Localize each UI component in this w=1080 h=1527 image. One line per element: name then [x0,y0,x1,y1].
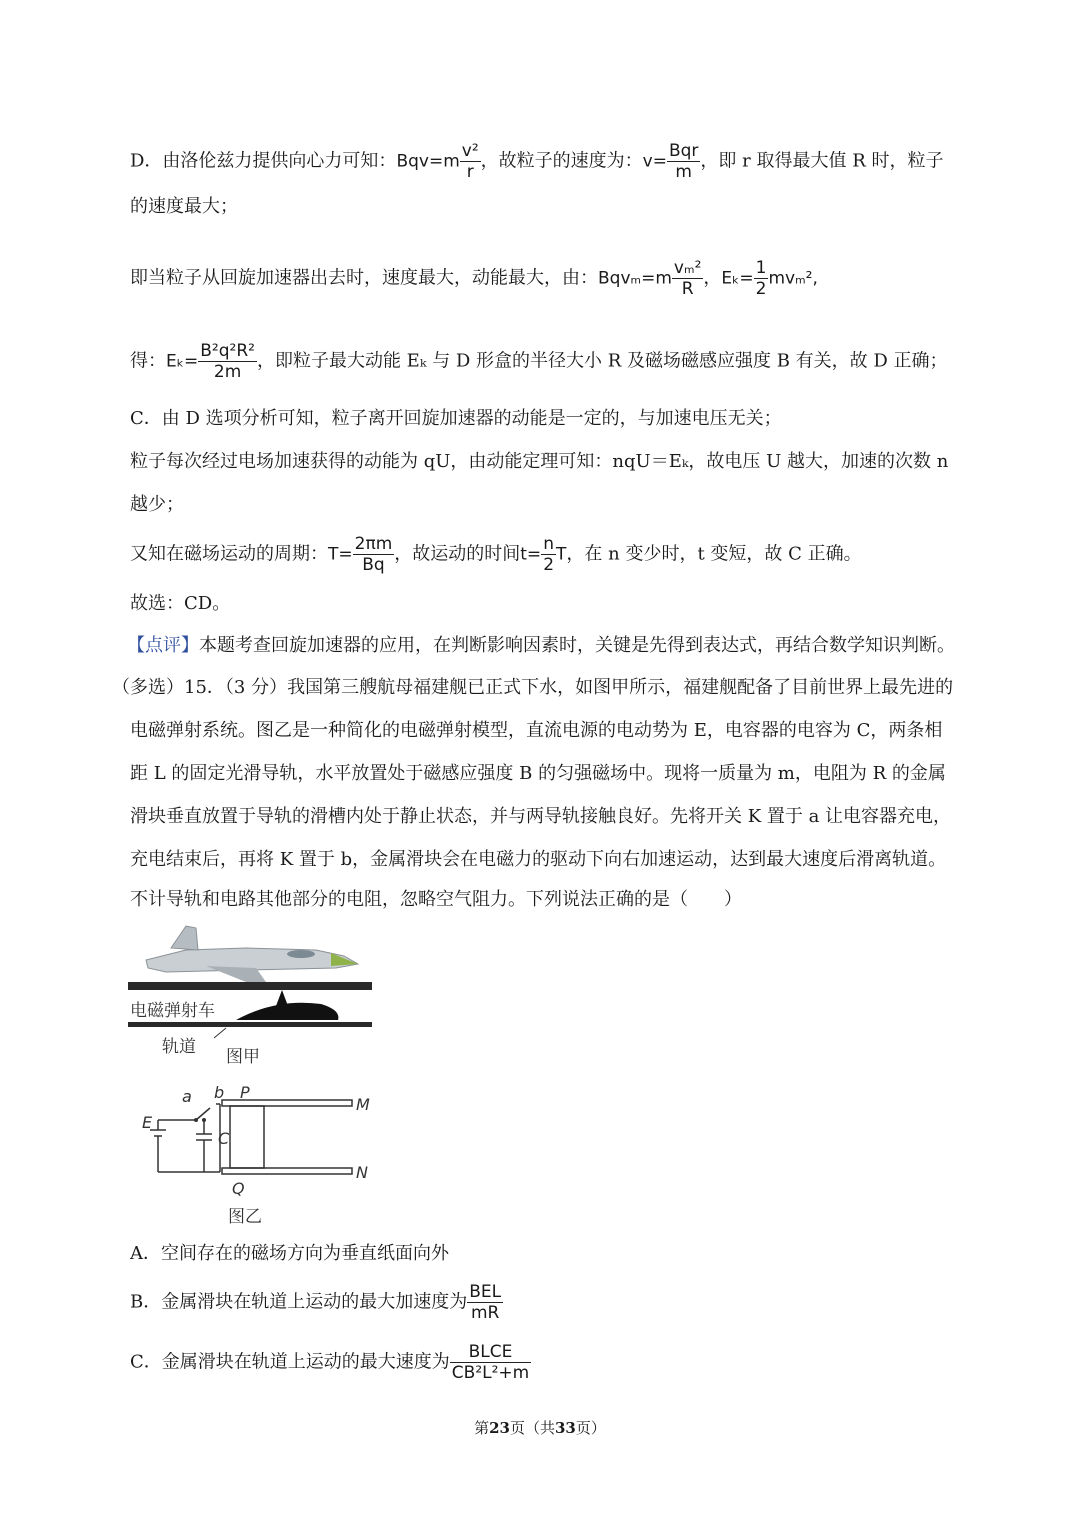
frac-den: 2 [543,555,555,575]
frac-den: 2 [755,279,767,299]
solution-d-line-4 [130,341,948,382]
caption-figure-b: 图乙 [228,1207,262,1227]
frac-den: r [466,162,474,182]
frac-num: v² [461,141,479,161]
fraction [460,141,481,182]
question-line-5: 充电结束后，再将 K 置于 b，金属滑块会在电磁力的驱动下向右加速运动，达到最大速度后滑离轨道。 [130,849,947,870]
label-m: M [356,1095,370,1114]
caption-figure-a: 图甲 [226,1047,260,1067]
solution-c-line-3: 越少； [130,494,184,515]
equation: Eₖ= [721,268,754,289]
question-line-4: 滑块垂直放置于导轨的滑槽内处于静止状态，并与两导轨接触良好。先将开关 K 置于 a 让电容器充电， [130,806,952,827]
question-line-3: 距 L 的固定光滑导轨，水平放置处于磁感应强度 B 的匀强磁场中。现将一质量为 m，电阻为 R 的金属 [130,763,946,784]
figure-b-circuit [138,1080,378,1230]
page-total: 33 [555,1419,576,1437]
text: B．金属滑块在轨道上运动的最大加速度为 [130,1291,468,1313]
frac-den: 2m [213,362,242,382]
text: ，即 r 取得最大值 R 时，粒子 [700,150,944,172]
page-footer [0,1417,1080,1438]
answer-line: 故选：CD。 [130,593,231,614]
label-q: Q [232,1179,245,1198]
text: 页（共 [509,1419,555,1437]
text: ， [703,267,722,289]
equation: t= [520,544,542,565]
text: 第 [474,1419,490,1437]
text: ，故粒子的速度为： [480,150,643,172]
fraction [541,534,556,575]
text: 得： [130,350,166,372]
equation: T [556,544,567,565]
equation: Bqv=m [396,151,460,172]
frac-num: B²q²R² [200,341,255,361]
question-line-1: （多选）15．（3 分）我国第三艘航母福建舰已正式下水，如图甲所示，福建舰配备了目前世界上最先进的 [112,677,954,698]
frac-num: n [541,534,556,555]
frac-den: R [681,279,694,299]
label-n: N [356,1163,368,1182]
equation: Eₖ= [166,351,199,372]
text: 页） [575,1419,606,1437]
text: ，即粒子最大动能 Eₖ 与 D 形盒的半径大小 R 及磁场磁感应强度 B 有关，故 D 正确； [256,350,948,372]
equation: T= [328,544,353,565]
fraction [198,341,257,382]
label-e: E [142,1113,153,1132]
label-car: 电磁弹射车 [130,1001,215,1021]
label-c: C [218,1129,230,1148]
solution-c-line-2: 粒子每次经过电场加速获得的动能为 qU，由动能定理可知：nqU＝Eₖ，故电压 U 越大，加速的次数 n [130,451,949,472]
option-a: A．空间存在的磁场方向为垂直纸面向外 [130,1243,449,1264]
fraction [467,1282,503,1323]
label-p: P [240,1083,250,1102]
page-number: 23 [489,1419,510,1437]
frac-num: vₘ² [673,258,702,278]
option-c [130,1342,531,1383]
frac-den: CB²L²+m [451,1363,530,1383]
solution-d-line-1 [130,141,943,182]
frac-den: Bq [362,555,385,575]
fraction [754,258,769,299]
question-line-6: 不计导轨和电路其他部分的电阻，忽略空气阻力。下列说法正确的是（ ） [130,889,742,910]
frac-num: 1 [755,258,767,278]
frac-num: 2πm [354,534,393,554]
comment-line [127,632,955,660]
text: 又知在磁场运动的周期： [130,543,328,565]
text: ，故运动的时间 [394,543,521,565]
fraction [450,1342,531,1383]
frac-num: BEL [469,1282,502,1302]
text: ，在 n 变少时，t 变短，故 C 正确。 [566,543,862,565]
fraction [353,534,395,575]
label-b: b [214,1083,225,1102]
label-track: 轨道 [162,1037,196,1057]
fraction [672,258,703,299]
solution-c-line-4 [130,534,862,575]
figure-a-catapult [126,920,376,1070]
label-a: a [182,1087,192,1106]
frac-num: Bqr [668,141,699,161]
question-line-2: 电磁弹射系统。图乙是一种简化的电磁弹射模型，直流电源的电动势为 E，电容器的电容为 C，两条相 [130,720,943,741]
text: C．金属滑块在轨道上运动的最大速度为 [130,1351,450,1373]
frac-den: mR [470,1303,500,1323]
text: D．由洛伦兹力提供向心力可知： [130,150,397,172]
comment-tag: 【点评】 [127,635,199,656]
solution-c-line-1: C．由 D 选项分析可知，粒子离开回旋加速器的动能是一定的，与加速电压无关； [130,408,782,429]
equation: v= [642,151,667,172]
equation: mvₘ², [768,268,818,289]
frac-den: m [675,162,692,182]
solution-d-line-2: 的速度最大； [130,196,238,217]
comment-text: 本题考查回旋加速器的应用，在判断影响因素时，关键是先得到表达式，再结合数学知识判断。 [199,635,955,656]
solution-d-line-3 [130,258,818,299]
frac-num: BLCE [450,1342,531,1363]
fraction [667,141,700,182]
option-b [130,1282,503,1323]
equation: Bqvₘ=m [598,268,672,289]
text: 即当粒子从回旋加速器出去时，速度最大，动能最大，由： [130,267,598,289]
